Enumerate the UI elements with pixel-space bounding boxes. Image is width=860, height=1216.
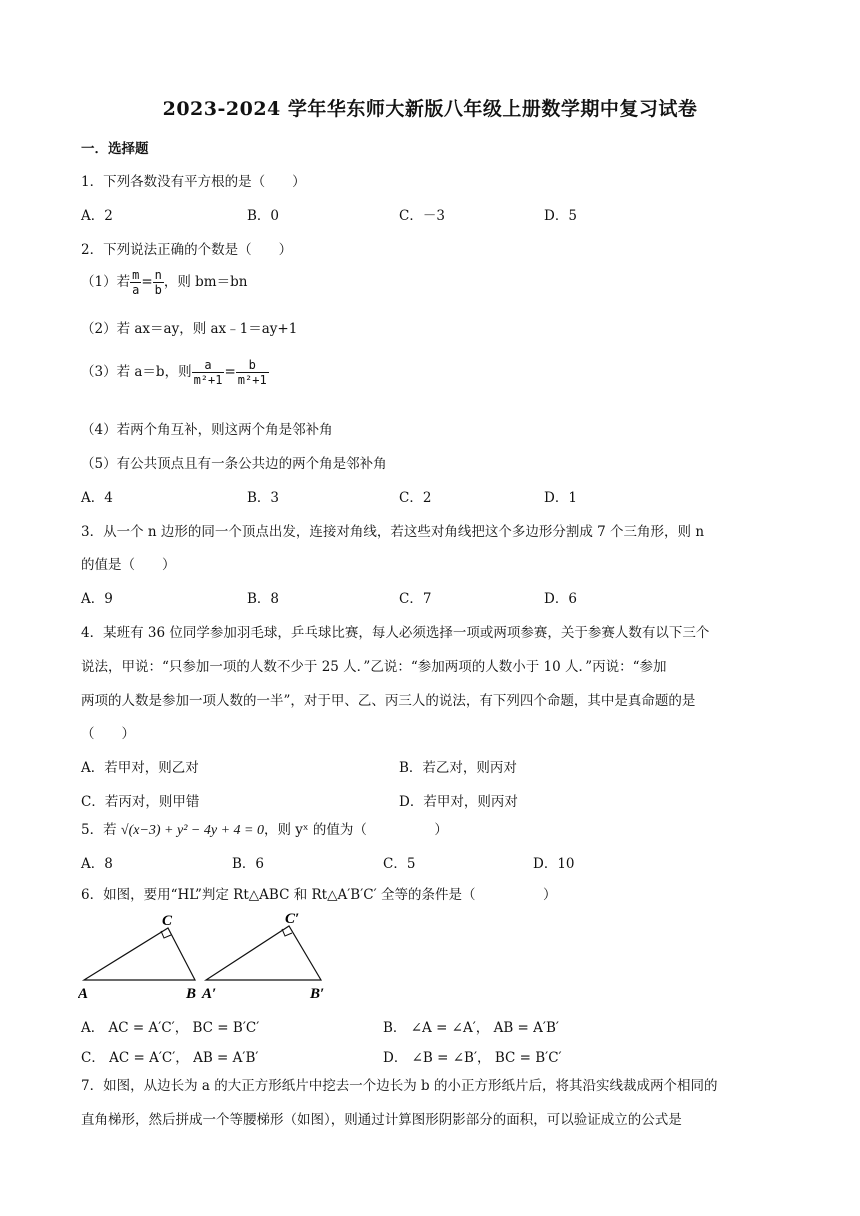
q2-s1-suffix: ，则 bm＝bn [163, 274, 248, 290]
q4-option-b: B．若乙对，则丙对 [399, 760, 517, 776]
question-7-line-1: 7．如图，从边长为 a 的大正方形纸片中挖去一个边长为 b 的小正方形纸片后，将其沿实线裁成两个相同的 [81, 1078, 718, 1094]
fraction-n-over-b [153, 268, 164, 297]
label-a-prime: A′ [202, 986, 217, 1002]
question-3-line-1: 3．从一个 n 边形的同一个顶点出发，连接对角线，若这些对角线把这个多边形分割成 7 个三角形，则 n [81, 524, 705, 540]
question-4-line-3: 两项的人数是参加一项人数的一半”，对于甲、乙、丙三人的说法，有下列四个命题，其中是真命题的是 [81, 693, 696, 709]
label-c-prime: C′ [285, 912, 300, 927]
q1-option-b: B．0 [247, 208, 280, 224]
q5-equation: √(x−3) + y² − 4y + 4 = 0 [120, 823, 264, 838]
q5-option-a: A．8 [81, 856, 113, 872]
q2-statement-5: （5）有公共顶点且有一条公共边的两个角是邻补角 [81, 456, 387, 472]
question-4-line-1: 4．某班有 36 位同学参加羽毛球，乒乓球比赛，每人必须选择一项或两项参赛，关于参赛人数有以下三个 [81, 625, 710, 641]
q5-prefix: 5．若 [81, 822, 117, 838]
label-c: C [162, 913, 173, 929]
fraction-denominator: a [132, 283, 140, 297]
fraction-numerator: m [132, 268, 140, 282]
q1-option-d: D．5 [544, 208, 577, 224]
q2-option-d: D．1 [544, 490, 577, 506]
fraction-denominator: m²+1 [237, 373, 267, 387]
q2-option-b: B．3 [247, 490, 280, 506]
fraction-numerator: a [192, 358, 225, 373]
q4-option-d: D．若甲对，则丙对 [399, 794, 518, 810]
q5-option-d: D．10 [533, 856, 575, 872]
q4-option-a: A．若甲对，则乙对 [81, 760, 199, 776]
q3-option-c: C．7 [399, 591, 432, 607]
q2-option-a: A．4 [81, 490, 113, 506]
fraction-b-over-m2plus1 [236, 358, 269, 387]
label-b-prime: B′ [310, 986, 325, 1002]
q6-option-c: C． AC = A′C′， AB = A′B′ [81, 1050, 259, 1066]
equals-sign: = [141, 274, 153, 290]
q2-option-c: C．2 [399, 490, 432, 506]
label-a: A [78, 986, 89, 1002]
q2-statement-2: （2）若 ax＝ay，则 ax﹣1＝ay+1 [81, 321, 298, 337]
q2-statement-1 [81, 268, 247, 297]
fraction-denominator: m²+1 [193, 373, 223, 387]
q5-option-b: B．6 [232, 856, 265, 872]
section-heading: 一．选择题 [81, 141, 149, 157]
q1-option-a: A．2 [81, 208, 113, 224]
q5-suffix: ，则 yˣ 的值为（ ） [263, 822, 448, 838]
q3-option-a: A．9 [81, 591, 113, 607]
q2-s1-prefix: （1）若 [81, 274, 131, 290]
q6-option-a: A． AC = A′C′， BC = B′C′ [81, 1020, 260, 1036]
fraction-m-over-a [130, 268, 141, 297]
question-6-stem: 6．如图，要用“HL”判定 Rt△ABC 和 Rt△A′B′C′ 全等的条件是（ ） [81, 887, 557, 903]
fraction-a-over-m2plus1 [192, 358, 225, 387]
equals-sign: = [224, 364, 236, 380]
fraction-numerator: n [154, 268, 162, 282]
q2-s3-prefix: （3）若 a＝b，则 [81, 364, 192, 380]
q5-option-c: C．5 [383, 856, 416, 872]
question-2-stem: 2．下列说法正确的个数是（ ） [81, 242, 293, 258]
question-7-line-2: 直角梯形，然后拼成一个等腰梯形（如图），则通过计算图形阴影部分的面积，可以验证成立的公式是 [81, 1112, 682, 1128]
fraction-numerator: b [236, 358, 269, 373]
label-b: B [186, 986, 197, 1002]
q6-option-d: D． ∠B = ∠B′， BC = B′C′ [383, 1050, 562, 1066]
q1-option-c: C．－3 [399, 208, 445, 224]
question-4-line-4: （ ） [81, 726, 135, 742]
q2-statement-4: （4）若两个角互补，则这两个角是邻补角 [81, 422, 333, 438]
q6-option-b: B． ∠A = ∠A′， AB = A′B′ [383, 1020, 559, 1036]
question-3-line-2: 的值是（ ） [81, 557, 176, 573]
triangle-abc [84, 928, 195, 980]
page-title: 2023-2024 学年华东师大新版八年级上册数学期中复习试卷 [162, 98, 698, 120]
q2-statement-3 [81, 358, 269, 387]
q3-option-b: B．8 [247, 591, 280, 607]
question-5-stem [81, 818, 448, 839]
triangle-figure [78, 912, 338, 1004]
q3-option-d: D．6 [544, 591, 577, 607]
question-1-stem: 1．下列各数没有平方根的是（ ） [81, 174, 306, 190]
fraction-denominator: b [154, 283, 162, 297]
triangle-a2b2c2 [206, 926, 321, 980]
question-4-line-2: 说法，甲说：“只参加一项的人数不少于 25 人．”乙说：“参加两项的人数小于 10 人．”丙说：“参加 [81, 659, 667, 675]
q4-option-c: C．若丙对，则甲错 [81, 794, 200, 810]
